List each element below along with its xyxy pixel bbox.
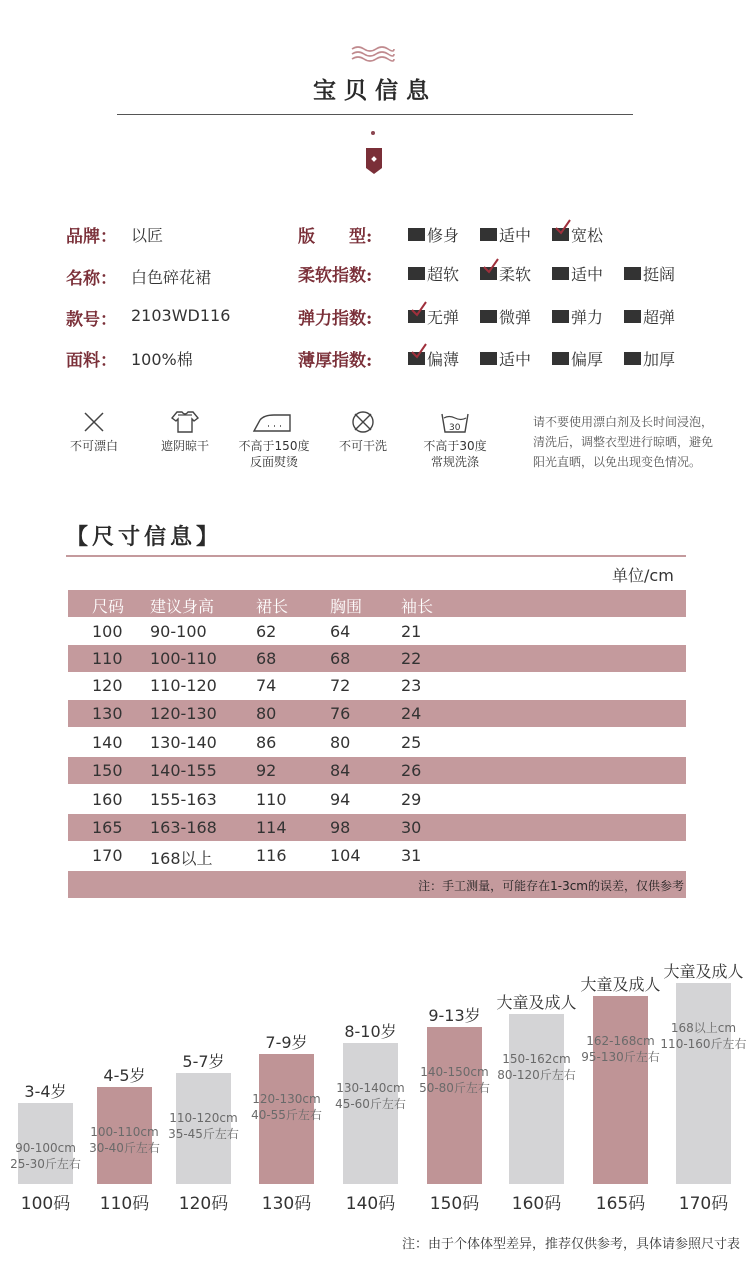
table-cell: 76 xyxy=(330,704,351,723)
table-cell: 168以上 xyxy=(150,849,213,868)
size-bar-label: 160码 xyxy=(511,1194,562,1214)
table-cell: 72 xyxy=(330,676,351,695)
attribute-option xyxy=(408,347,459,370)
attribute-option xyxy=(480,223,531,246)
attribute-option xyxy=(624,305,675,328)
size-bar-age: 5-7岁 xyxy=(182,1052,225,1071)
table-cell: 26 xyxy=(401,761,422,780)
attribute-option xyxy=(408,223,459,246)
option-text: 偏厚 xyxy=(571,350,604,369)
table-cell: 80 xyxy=(256,704,277,723)
table-row xyxy=(68,672,686,699)
title-divider xyxy=(117,114,633,115)
info-label: 面料： xyxy=(66,351,117,371)
option-box xyxy=(552,228,569,241)
table-cell: 110 xyxy=(256,790,287,809)
option-text: 修身 xyxy=(427,226,460,245)
table-row xyxy=(68,729,686,756)
attribute-label: 版 型: xyxy=(298,227,373,247)
table-cell: 130-140 xyxy=(150,733,217,752)
table-row xyxy=(68,786,686,813)
info-value: 2103WD116 xyxy=(131,306,231,325)
option-box xyxy=(480,352,497,365)
attribute-option xyxy=(552,347,603,370)
option-text: 超软 xyxy=(427,265,460,284)
size-bar-label: 120码 xyxy=(178,1194,229,1214)
table-cell: 25 xyxy=(401,733,422,752)
attribute-option xyxy=(480,347,531,370)
care-item xyxy=(224,410,324,470)
size-bar-height: 110-120cm xyxy=(169,1111,238,1125)
table-cell: 62 xyxy=(256,622,277,641)
option-box xyxy=(480,228,497,241)
size-bar-height: 168以上cm xyxy=(670,1021,737,1035)
table-cell: 140 xyxy=(92,733,123,752)
table-row xyxy=(68,645,686,672)
size-bar xyxy=(593,996,648,1184)
option-box xyxy=(480,267,497,280)
size-bar-weight: 30-40斤左右 xyxy=(89,1141,160,1155)
size-bar-label: 165码 xyxy=(595,1194,646,1214)
wash-30-icon xyxy=(405,410,505,434)
size-bar-weight: 35-45斤左右 xyxy=(168,1127,239,1141)
table-row xyxy=(68,618,686,645)
table-cell: 29 xyxy=(401,790,422,809)
size-bar-age: 大童及成人 xyxy=(496,993,577,1012)
size-bar xyxy=(509,1014,564,1184)
option-box xyxy=(552,352,569,365)
option-box xyxy=(624,267,641,280)
info-value: 以匠 xyxy=(131,226,164,245)
attribute-option xyxy=(552,305,603,328)
table-cell: 155-163 xyxy=(150,790,217,809)
size-bar-height: 150-162cm xyxy=(502,1052,571,1066)
table-row xyxy=(68,814,686,841)
info-label: 名称： xyxy=(66,269,117,289)
table-cell: 120-130 xyxy=(150,704,217,723)
attribute-option xyxy=(552,223,603,246)
care-label: 反面熨烫 xyxy=(249,455,298,469)
table-header-cell: 袖长 xyxy=(401,597,434,616)
table-cell: 120 xyxy=(92,676,123,695)
divider-dot xyxy=(371,131,375,135)
table-header-cell: 胸围 xyxy=(330,597,363,616)
size-bar-weight: 95-130斤左右 xyxy=(581,1050,660,1064)
table-row xyxy=(68,842,686,869)
table-cell: 68 xyxy=(256,649,277,668)
option-text: 偏薄 xyxy=(427,350,460,369)
option-box xyxy=(624,352,641,365)
care-item xyxy=(135,410,235,454)
page-title: 宝贝信息 xyxy=(313,77,437,104)
care-label: 不高于30度 xyxy=(423,439,487,453)
size-bar-weight: 40-55斤左右 xyxy=(251,1108,322,1122)
size-bar-label: 130码 xyxy=(261,1194,312,1214)
care-item xyxy=(313,410,413,454)
table-cell: 22 xyxy=(401,649,422,668)
info-value: 100%棉 xyxy=(131,350,193,369)
size-bar-age: 7-9岁 xyxy=(265,1033,308,1052)
attribute-option xyxy=(408,262,459,285)
size-bar-height: 120-130cm xyxy=(252,1092,321,1106)
table-row xyxy=(68,757,686,784)
table-cell: 90-100 xyxy=(150,622,207,641)
option-text: 挺阔 xyxy=(643,265,676,284)
option-text: 超弹 xyxy=(643,308,676,327)
size-section-divider xyxy=(66,555,686,557)
table-cell: 116 xyxy=(256,846,287,865)
table-cell: 110-120 xyxy=(150,676,217,695)
table-header-row xyxy=(68,590,686,617)
table-cell: 92 xyxy=(256,761,277,780)
unit-label: 单位/cm xyxy=(612,566,674,585)
size-bar xyxy=(427,1027,482,1184)
size-bar-range xyxy=(649,1020,750,1052)
attribute-option xyxy=(552,262,603,285)
table-cell: 165 xyxy=(92,818,123,837)
table-cell: 21 xyxy=(401,622,422,641)
info-value: 白色碎花裙 xyxy=(131,268,212,287)
care-item xyxy=(405,410,505,470)
size-bar-label: 100码 xyxy=(20,1194,71,1214)
table-cell: 68 xyxy=(330,649,351,668)
table-cell: 100-110 xyxy=(150,649,217,668)
no-bleach-icon xyxy=(44,410,144,434)
table-cell: 163-168 xyxy=(150,818,217,837)
footer-note: 注：由于个体体型差异，推荐仅供参考，具体请参照尺寸表 xyxy=(401,1237,740,1252)
option-box xyxy=(480,310,497,323)
option-text: 适中 xyxy=(499,350,532,369)
size-bar-height: 140-150cm xyxy=(420,1065,489,1079)
shade-dry-icon xyxy=(135,410,235,434)
attribute-option xyxy=(480,305,531,328)
table-cell: 140-155 xyxy=(150,761,217,780)
size-bar-age: 9-13岁 xyxy=(428,1006,481,1025)
table-header-cell: 建议身高 xyxy=(150,597,215,616)
care-label: 常规洗涤 xyxy=(430,455,479,469)
attribute-label: 柔软指数: xyxy=(298,266,373,286)
care-item xyxy=(44,410,144,454)
option-box xyxy=(552,310,569,323)
option-text: 弹力 xyxy=(571,308,604,327)
size-bar-age: 8-10岁 xyxy=(344,1022,397,1041)
size-bar-label: 170码 xyxy=(678,1194,729,1214)
table-cell: 74 xyxy=(256,676,277,695)
attribute-option xyxy=(624,347,675,370)
option-text: 柔软 xyxy=(499,265,532,284)
wash-temperature: 30 xyxy=(449,423,461,433)
size-bar-weight: 25-30斤左右 xyxy=(10,1157,81,1171)
size-bar xyxy=(676,983,731,1184)
option-box xyxy=(552,267,569,280)
option-text: 加厚 xyxy=(643,350,676,369)
care-label: 不可漂白 xyxy=(69,439,118,453)
size-bar-weight: 50-80斤左右 xyxy=(419,1081,490,1095)
size-bar-label: 140码 xyxy=(345,1194,396,1214)
size-bar-label: 150码 xyxy=(429,1194,480,1214)
size-bar-age: 3-4岁 xyxy=(24,1082,67,1101)
option-box xyxy=(624,310,641,323)
table-cell: 170 xyxy=(92,846,123,865)
table-cell: 86 xyxy=(256,733,277,752)
iron-icon xyxy=(224,410,324,434)
option-text: 无弹 xyxy=(427,308,460,327)
attribute-label: 薄厚指数: xyxy=(298,351,373,371)
table-cell: 114 xyxy=(256,818,287,837)
size-bar-height: 162-168cm xyxy=(586,1034,655,1048)
size-bar-label: 110码 xyxy=(99,1194,150,1214)
option-text: 宽松 xyxy=(571,226,604,245)
attribute-option xyxy=(624,262,675,285)
size-bar-age: 大童及成人 xyxy=(580,975,661,994)
table-cell: 98 xyxy=(330,818,351,837)
option-box xyxy=(408,310,425,323)
table-cell: 84 xyxy=(330,761,351,780)
table-cell: 30 xyxy=(401,818,422,837)
table-note: 注：手工测量，可能存在1-3cm的误差，仅供参考 xyxy=(418,879,684,893)
size-bar-weight: 110-160斤左右 xyxy=(660,1037,747,1051)
option-text: 微弹 xyxy=(499,308,532,327)
size-bar xyxy=(343,1043,398,1184)
care-label: 不可干洗 xyxy=(338,439,387,453)
care-label: 遮阴晾干 xyxy=(160,439,209,453)
option-box xyxy=(408,352,425,365)
table-cell: 23 xyxy=(401,676,422,695)
table-row xyxy=(68,700,686,727)
size-bar-height: 130-140cm xyxy=(336,1081,405,1095)
option-box xyxy=(408,267,425,280)
table-cell: 64 xyxy=(330,622,351,641)
care-label: 不高于150度 xyxy=(238,439,310,453)
table-cell: 160 xyxy=(92,790,123,809)
attribute-option xyxy=(480,262,531,285)
size-bar-weight: 45-60斤左右 xyxy=(335,1097,406,1111)
size-bar-age: 大童及成人 xyxy=(663,962,744,981)
no-dry-clean-icon xyxy=(313,410,413,434)
option-text: 适中 xyxy=(571,265,604,284)
info-label: 品牌： xyxy=(66,227,117,247)
table-cell: 130 xyxy=(92,704,123,723)
care-note: 请不要使用漂白剂及长时间浸泡， 清洗后，调整衣型进行晾晒，避免 阳光直晒，以免出现变色情况。 xyxy=(533,415,714,469)
table-cell: 24 xyxy=(401,704,422,723)
size-bar-height: 100-110cm xyxy=(90,1125,159,1139)
attribute-option xyxy=(408,305,459,328)
table-cell: 31 xyxy=(401,846,422,865)
table-cell: 80 xyxy=(330,733,351,752)
table-cell: 150 xyxy=(92,761,123,780)
option-text: 适中 xyxy=(499,226,532,245)
wave-ornament-icon xyxy=(350,44,396,64)
table-header-cell: 裙长 xyxy=(256,597,289,616)
table-cell: 94 xyxy=(330,790,351,809)
info-label: 款号： xyxy=(66,310,117,330)
table-note-bar xyxy=(68,871,686,898)
size-bar-age: 4-5岁 xyxy=(103,1066,146,1085)
pendant-ornament-icon xyxy=(366,148,382,174)
option-box xyxy=(408,228,425,241)
table-cell: 104 xyxy=(330,846,361,865)
table-header-cell: 尺码 xyxy=(92,597,125,616)
size-bar-height: 90-100cm xyxy=(15,1141,76,1155)
size-bar-weight: 80-120斤左右 xyxy=(497,1068,576,1082)
attribute-label: 弹力指数: xyxy=(298,309,373,329)
table-cell: 110 xyxy=(92,649,123,668)
size-section-title: 【尺寸信息】 xyxy=(66,524,223,550)
table-cell: 100 xyxy=(92,622,123,641)
